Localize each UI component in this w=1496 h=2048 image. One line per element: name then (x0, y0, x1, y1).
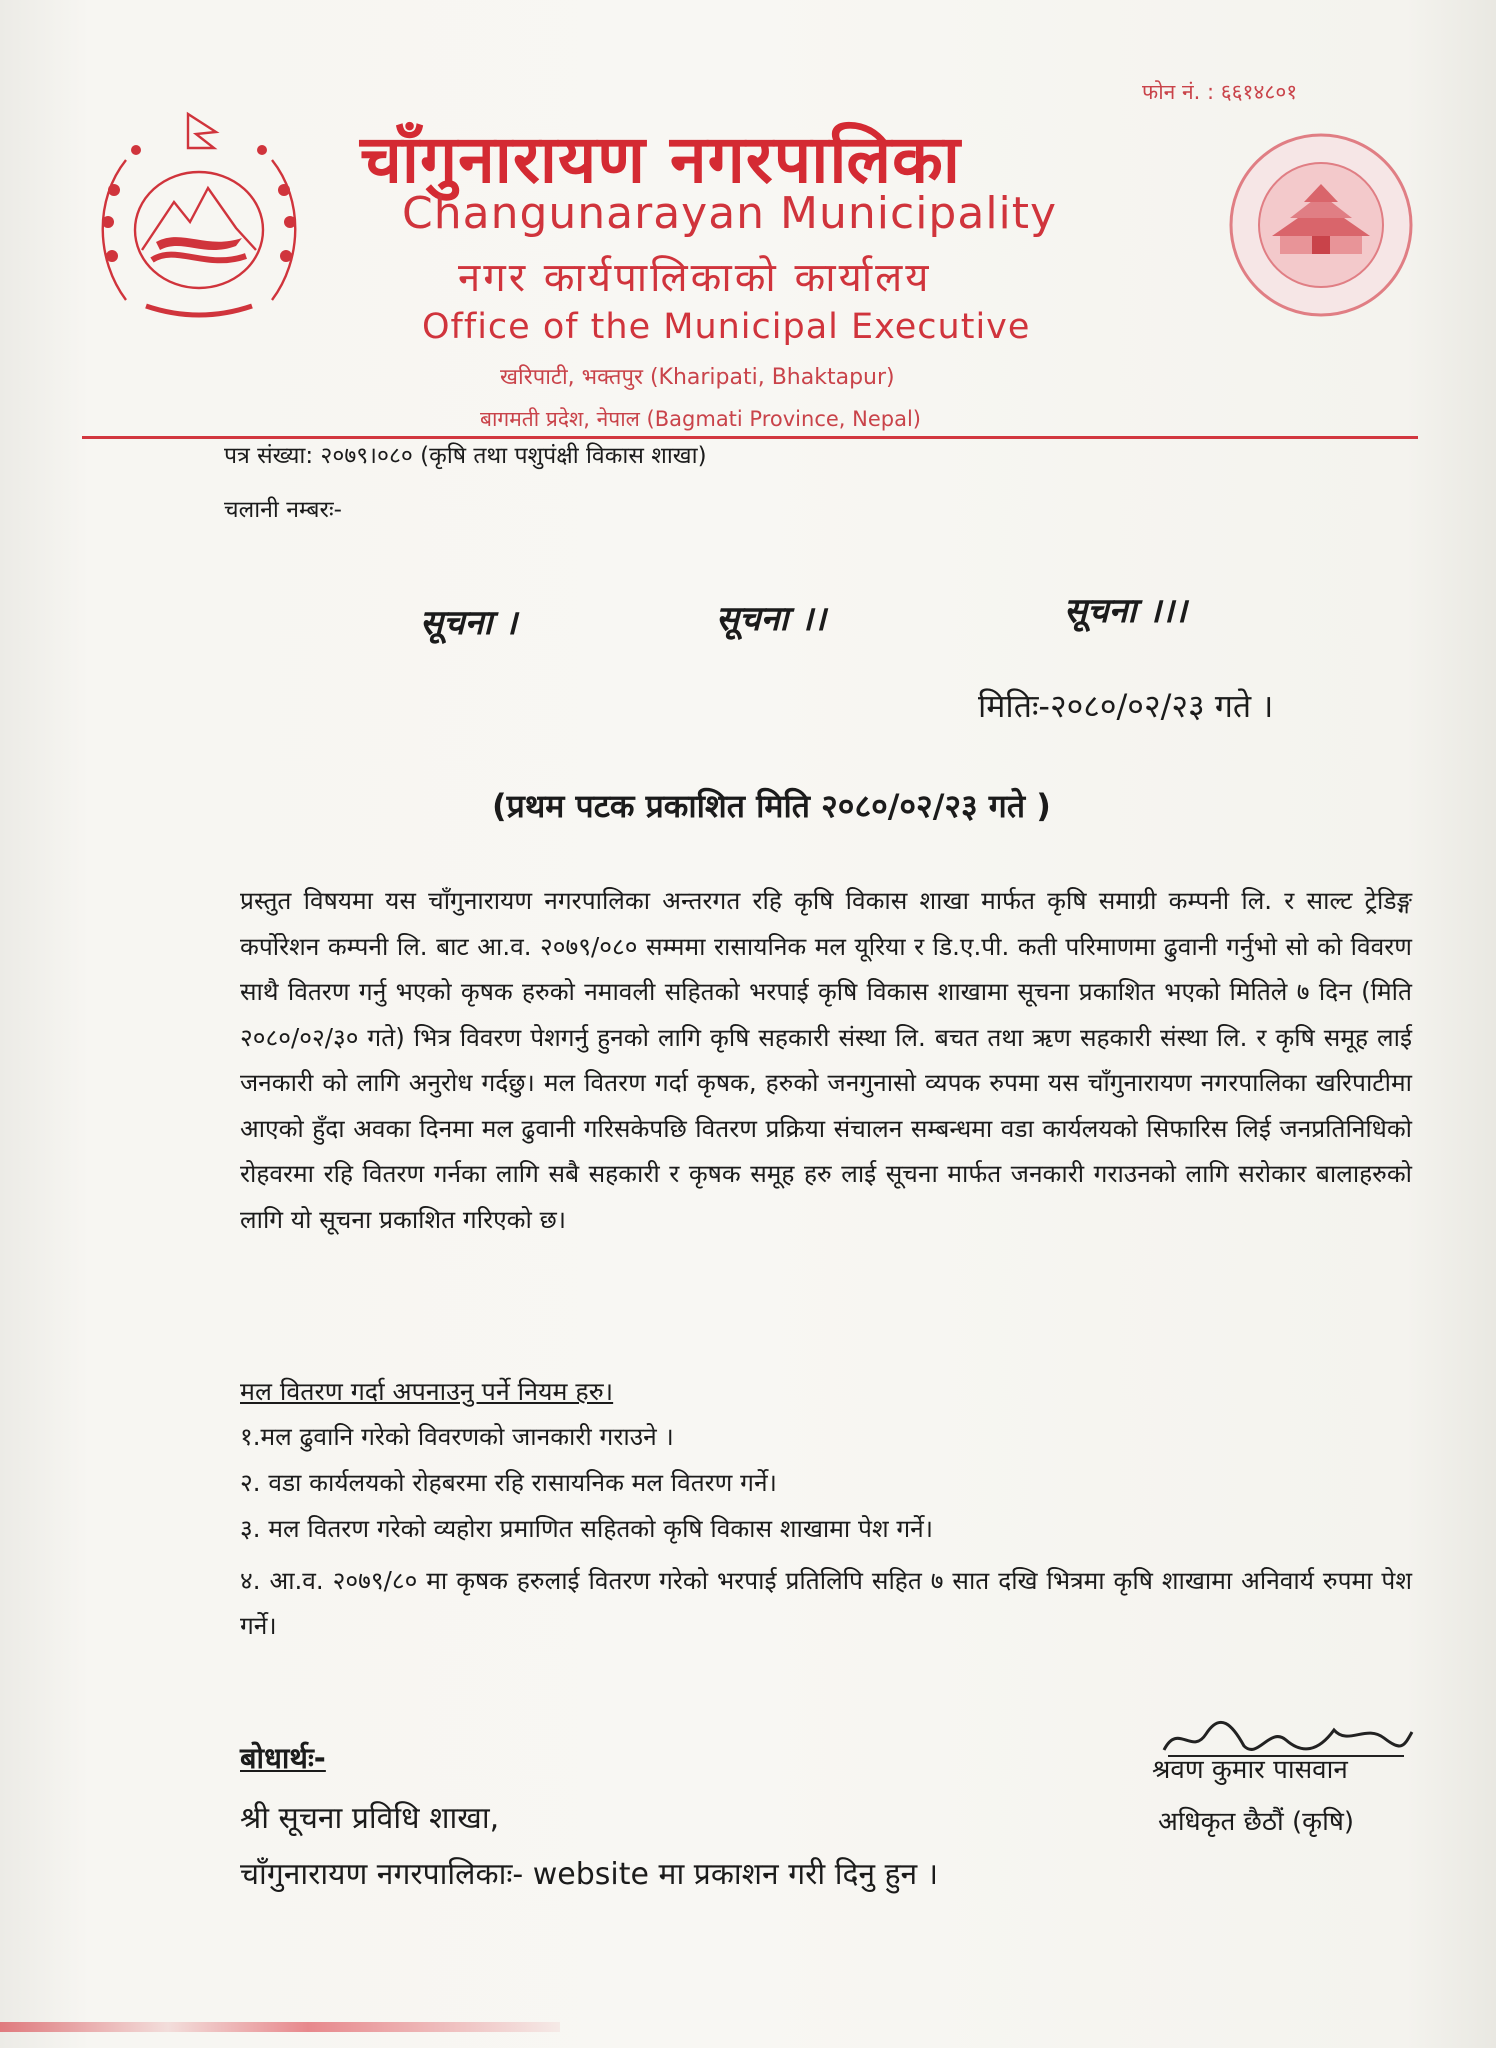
scan-edge-mark (0, 2022, 560, 2032)
address-line-1: खरिपाटी, भक्तपुर (Kharipati, Bhaktapur) (500, 365, 895, 390)
office-title-nepali: नगर कार्यपालिकाको कार्यालय (458, 255, 932, 301)
rule-item: ३. मल वितरण गरेको व्यहोरा प्रमाणित सहितको कृषि विकास शाखामा पेश गर्ने। (240, 1514, 934, 1543)
municipality-seal-icon (1228, 132, 1414, 318)
letter-reference-number: पत्र संख्या: २०७९।०८० (कृषि तथा पशुपंक्षी विकास शाखा) (224, 443, 707, 469)
first-published-date: (प्रथम पटक प्रकाशित मिति २०८०/०२/२३ गते ) (492, 787, 1051, 825)
signatory-name: श्रवण कुमार पासवान (1152, 1755, 1348, 1785)
address-line-2: बागमती प्रदेश, नेपाल (Bagmati Province, Nepal) (480, 407, 921, 431)
rule-item: १.मल ढुवानि गरेको विवरणको जानकारी गराउने । (240, 1422, 674, 1451)
office-title-english: Office of the Municipal Executive (422, 307, 1031, 347)
cc-heading: बोधार्थः- (240, 1741, 326, 1775)
notice-heading-1: सूचना । (420, 603, 517, 643)
municipality-title-english: Changunarayan Municipality (402, 188, 1058, 239)
signatory-title: अधिकृत छैठौं (कृषि) (1158, 1807, 1354, 1837)
notice-heading-3: सूचना ।।। (1064, 591, 1187, 631)
rule-item: २. वडा कार्यलयको रोहबरमा रहि रासायनिक मल वितरण गर्ने। (240, 1468, 777, 1497)
notice-date: मितिः-२०८०/०२/२३ गते । (978, 687, 1274, 725)
cc-recipient-1: श्री सूचना प्रविधि शाखा, (240, 1801, 500, 1836)
notice-heading-2: सूचना ।। (716, 599, 826, 639)
notice-body: प्रस्तुत विषयमा यस चाँगुनारायण नगरपालिका अन्तरगत रहि कृषि विकास शाखा मार्फत कृषि समाग्री कम्पनी लि. र साल्ट ट्रेडिङ्ग कर्पोरेशन कम्पनी लि. बाट आ.व. २०७९/०८० सम्ममा रासायनिक मल यूरिया र डि.ए.पी. कती परिमाणमा ढुवानी गर्नुभो सो को विवरण साथै वितरण गर्नु भएको कृषक हरुको नमावली सहितको भरपाई कृषि विकास शाखामा सूचना प्रकाशित भएको मितिले ७ दिन (मिति २०८०/०२/३० गते) भित्र विवरण पेशगर्नु हुनको लागि कृषि सहकारी संस्था लि. बचत तथा ऋण सहकारी संस्था लि. र कृषि समूह लाई जनकारी को लागि अनुरोध गर्दछु। मल वितरण गर्दा कृषक, हरुको जनगुनासो व्यपक रुपमा यस चाँगुनारायण नगरपालिका खरिपाटीमा आएको हुँदा अवका दिनमा मल ढुवानी गरिसकेपछि वितरण प्रक्रिया संचालन सम्बन्धमा वडा कार्यलयको सिफारिस लिई जनप्रतिनिधिको रोहवरमा रहि वितरण गर्नका लागि सबै सहकारी र कृषक समूह हरु लाई सूचना मार्फत जनकारी गराउनको लागि सरोकार बालाहरुको लागि यो सूचना प्रकाशित गरिएको छ। (240, 886, 1412, 1234)
rule-item: ४. आ.व. २०७९/८० मा कृषक हरुलाई वितरण गरेको भरपाई प्रतिलिपि सहित ७ सात दखि भित्रमा कृषि शाखामा अनिवार्य रुपमा पेश गर्ने। (240, 1566, 1412, 1640)
phone-number: फोन नं. : ६६१४८०१ (1142, 80, 1298, 104)
rules-heading: मल वितरण गर्दा अपनाउनु पर्ने नियम हरु। (240, 1377, 614, 1406)
nepal-emblem-icon (86, 110, 312, 322)
municipality-title-nepali: चाँगुनारायण नगरपालिका (360, 121, 961, 198)
cc-recipient-2: चाँगुनारायण नगरपालिकाः- website मा प्रकाशन गरी दिनु हुन । (240, 1857, 939, 1892)
dispatch-number: चलानी नम्बरः- (224, 497, 342, 523)
